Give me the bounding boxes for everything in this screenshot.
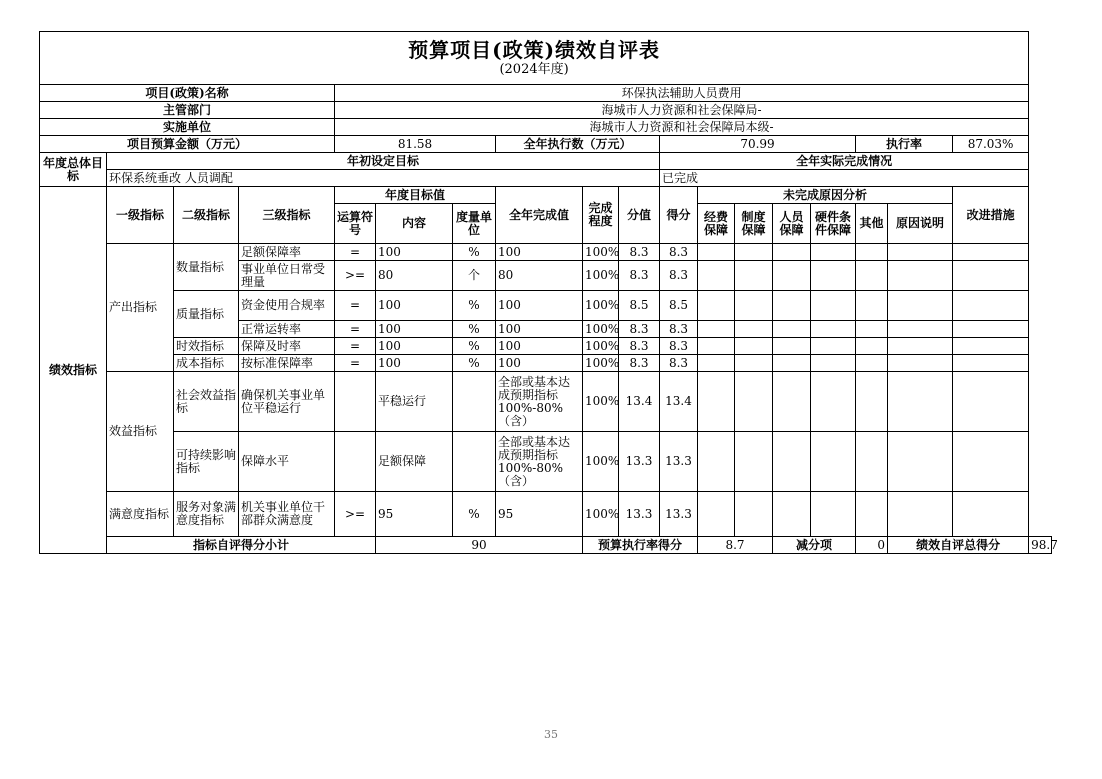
row-content: 100	[376, 355, 453, 372]
empty-cell	[888, 372, 953, 432]
empty-cell	[856, 291, 888, 321]
empty-cell	[953, 432, 1029, 492]
empty-cell	[888, 355, 953, 372]
row-completion: 100%	[583, 244, 619, 261]
empty-cell	[735, 261, 773, 291]
deduction-value: 0	[856, 537, 888, 554]
row-content: 100	[376, 244, 453, 261]
row-weight: 8.3	[619, 244, 660, 261]
budget-score-label: 预算执行率得分	[583, 537, 698, 554]
row-unit: 个	[453, 261, 496, 291]
level1-output: 产出指标	[107, 244, 174, 372]
table-row	[40, 355, 1052, 372]
row-weight: 8.3	[619, 321, 660, 338]
initial-goal-text: 环保系统垂改 人员调配	[107, 170, 660, 187]
row-content: 80	[376, 261, 453, 291]
row-level3: 按标准保障率	[239, 355, 335, 372]
row-weight: 8.3	[619, 355, 660, 372]
funding-header: 经费保障	[698, 204, 735, 244]
unmet-analysis-header: 未完成原因分析	[698, 187, 953, 204]
row-level3: 足额保障率	[239, 244, 335, 261]
empty-cell	[773, 492, 811, 537]
row-unit: %	[453, 492, 496, 537]
row-completion: 100%	[583, 432, 619, 492]
empty-cell	[698, 432, 735, 492]
table-row	[40, 492, 1052, 537]
row-annual-value: 80	[496, 261, 583, 291]
empty-cell	[735, 338, 773, 355]
executed-value: 70.99	[660, 136, 856, 153]
subtotal-label: 指标自评得分小计	[107, 537, 376, 554]
row-completion: 100%	[583, 261, 619, 291]
row-completion: 100%	[583, 291, 619, 321]
project-name: 环保执法辅助人员费用	[335, 85, 1029, 102]
empty-cell	[856, 244, 888, 261]
empty-cell	[735, 355, 773, 372]
row-weight: 13.3	[619, 432, 660, 492]
empty-cell	[811, 321, 856, 338]
page-subtitle: (2024年度)	[499, 62, 569, 77]
empty-cell	[698, 372, 735, 432]
row-completion: 100%	[583, 338, 619, 355]
empty-cell	[735, 372, 773, 432]
table-row	[40, 372, 1052, 432]
row-level3: 机关事业单位干部群众满意度	[239, 492, 335, 537]
empty-cell	[856, 261, 888, 291]
level1-header: 一级指标	[107, 187, 174, 244]
row-content: 100	[376, 321, 453, 338]
performance-table	[39, 31, 1058, 554]
empty-cell	[953, 261, 1029, 291]
row-operator: >=	[335, 261, 376, 291]
department: 海城市人力资源和社会保障局-	[335, 102, 1029, 119]
rate-value: 87.03%	[953, 136, 1029, 153]
department-label: 主管部门	[40, 102, 335, 119]
annual-target-header: 年度目标值	[335, 187, 496, 204]
project-name-label: 项目(政策)名称	[40, 85, 335, 102]
title-cell	[40, 32, 1029, 85]
indicator-section-label: 绩效指标	[40, 187, 107, 554]
level2-timeliness: 时效指标	[174, 338, 239, 355]
row-content: 平稳运行	[376, 372, 453, 432]
executed-label: 全年执行数（万元）	[496, 136, 660, 153]
empty-cell	[856, 321, 888, 338]
empty-cell	[953, 338, 1029, 355]
row-completion: 100%	[583, 355, 619, 372]
footer-row	[40, 537, 1052, 554]
reason-header: 原因说明	[888, 204, 953, 244]
table-row	[40, 291, 1052, 321]
row-annual-value: 100	[496, 321, 583, 338]
level3-header: 三级指标	[239, 187, 335, 244]
completion-header: 完成程度	[583, 187, 619, 244]
empty-cell	[953, 355, 1029, 372]
empty-cell	[698, 261, 735, 291]
annual-value-header: 全年完成值	[496, 187, 583, 244]
empty-cell	[735, 432, 773, 492]
level2-quality: 质量指标	[174, 291, 239, 338]
row-weight: 13.3	[619, 492, 660, 537]
empty-cell	[811, 372, 856, 432]
row-operator	[335, 432, 376, 492]
total-score-label: 绩效自评总得分	[888, 537, 1029, 554]
empty-cell	[856, 372, 888, 432]
other-header: 其他	[856, 204, 888, 244]
improvement-header: 改进措施	[953, 187, 1029, 244]
empty-cell	[888, 291, 953, 321]
empty-cell	[888, 261, 953, 291]
empty-cell	[953, 321, 1029, 338]
page-title: 预算项目(政策)绩效自评表	[408, 38, 661, 62]
empty-cell	[773, 291, 811, 321]
row-annual-value: 全部或基本达成预期指标100%-80%（含）	[496, 372, 583, 432]
budget-label: 项目预算金额（万元）	[40, 136, 335, 153]
system-header: 制度保障	[735, 204, 773, 244]
row-operator: =	[335, 355, 376, 372]
row-completion: 100%	[583, 321, 619, 338]
empty-cell	[888, 321, 953, 338]
empty-cell	[888, 432, 953, 492]
empty-cell	[888, 338, 953, 355]
empty-cell	[811, 244, 856, 261]
empty-cell	[888, 244, 953, 261]
empty-cell	[953, 372, 1029, 432]
actual-goal-text: 已完成	[660, 170, 1029, 187]
empty-cell	[773, 355, 811, 372]
empty-cell	[888, 492, 953, 537]
level1-benefit: 效益指标	[107, 372, 174, 492]
row-operator	[335, 372, 376, 432]
empty-cell	[698, 355, 735, 372]
staff-header: 人员保障	[773, 204, 811, 244]
weight-header: 分值	[619, 187, 660, 244]
row-operator: =	[335, 291, 376, 321]
row-annual-value: 100	[496, 338, 583, 355]
row-unit: %	[453, 321, 496, 338]
empty-cell	[811, 261, 856, 291]
empty-cell	[698, 492, 735, 537]
content-header: 内容	[376, 204, 453, 244]
row-level3: 事业单位日常受理量	[239, 261, 335, 291]
empty-cell	[953, 244, 1029, 261]
row-annual-value: 95	[496, 492, 583, 537]
row-weight: 13.4	[619, 372, 660, 432]
row-level3: 资金使用合规率	[239, 291, 335, 321]
row-score: 13.3	[660, 492, 698, 537]
operator-header: 运算符号	[335, 204, 376, 244]
row-unit: %	[453, 338, 496, 355]
empty-cell	[856, 492, 888, 537]
row-operator: =	[335, 338, 376, 355]
empty-cell	[698, 338, 735, 355]
empty-cell	[698, 321, 735, 338]
row-operator: =	[335, 244, 376, 261]
level2-cost: 成本指标	[174, 355, 239, 372]
table-row	[40, 338, 1052, 355]
unit-header: 度量单位	[453, 204, 496, 244]
row-score: 8.3	[660, 355, 698, 372]
row-unit	[453, 432, 496, 492]
empty-cell	[773, 321, 811, 338]
level2-quantity: 数量指标	[174, 244, 239, 291]
empty-cell	[773, 372, 811, 432]
actual-goal-label: 全年实际完成情况	[660, 153, 1029, 170]
row-score: 8.3	[660, 338, 698, 355]
row-completion: 100%	[583, 372, 619, 432]
row-score: 8.3	[660, 321, 698, 338]
unit-label: 实施单位	[40, 119, 335, 136]
row-score: 13.3	[660, 432, 698, 492]
row-score: 13.4	[660, 372, 698, 432]
empty-cell	[811, 338, 856, 355]
table-row	[40, 432, 1052, 492]
row-weight: 8.3	[619, 338, 660, 355]
row-score: 8.5	[660, 291, 698, 321]
empty-cell	[698, 291, 735, 321]
subtotal-value: 90	[376, 537, 583, 554]
empty-cell	[773, 432, 811, 492]
annual-goal-label: 年度总体目标	[40, 153, 107, 187]
row-level3: 保障及时率	[239, 338, 335, 355]
budget-score-value: 8.7	[698, 537, 773, 554]
empty-cell	[953, 291, 1029, 321]
rate-label: 执行率	[856, 136, 953, 153]
level2-service: 服务对象满意度指标	[174, 492, 239, 537]
row-level3: 确保机关事业单位平稳运行	[239, 372, 335, 432]
empty-cell	[856, 432, 888, 492]
empty-cell	[811, 291, 856, 321]
level2-sustainable: 可持续影响指标	[174, 432, 239, 492]
row-content: 100	[376, 338, 453, 355]
page-number: 35	[544, 728, 558, 741]
row-weight: 8.3	[619, 261, 660, 291]
empty-cell	[811, 355, 856, 372]
empty-cell	[773, 338, 811, 355]
row-level3: 保障水平	[239, 432, 335, 492]
empty-cell	[773, 261, 811, 291]
row-content: 足额保障	[376, 432, 453, 492]
row-unit	[453, 372, 496, 432]
score-header: 得分	[660, 187, 698, 244]
row-annual-value: 100	[496, 355, 583, 372]
row-annual-value: 全部或基本达成预期指标100%-80%（含）	[496, 432, 583, 492]
budget-value: 81.58	[335, 136, 496, 153]
row-score: 8.3	[660, 261, 698, 291]
level2-social: 社会效益指标	[174, 372, 239, 432]
total-score-value: 98.7	[1029, 537, 1052, 554]
empty-cell	[773, 244, 811, 261]
row-content: 95	[376, 492, 453, 537]
row-content: 100	[376, 291, 453, 321]
empty-cell	[735, 291, 773, 321]
empty-cell	[735, 244, 773, 261]
empty-cell	[698, 244, 735, 261]
row-operator: =	[335, 321, 376, 338]
row-operator: >=	[335, 492, 376, 537]
row-completion: 100%	[583, 492, 619, 537]
empty-cell	[953, 492, 1029, 537]
row-unit: %	[453, 355, 496, 372]
level2-header: 二级指标	[174, 187, 239, 244]
row-annual-value: 100	[496, 244, 583, 261]
row-level3: 正常运转率	[239, 321, 335, 338]
empty-cell	[735, 492, 773, 537]
row-score: 8.3	[660, 244, 698, 261]
hardware-header: 硬件条件保障	[811, 204, 856, 244]
table-row	[40, 244, 1052, 261]
empty-cell	[856, 355, 888, 372]
unit: 海城市人力资源和社会保障局本级-	[335, 119, 1029, 136]
row-unit: %	[453, 291, 496, 321]
deduction-label: 减分项	[773, 537, 856, 554]
empty-cell	[735, 321, 773, 338]
row-unit: %	[453, 244, 496, 261]
empty-cell	[811, 492, 856, 537]
level1-satisfaction: 满意度指标	[107, 492, 174, 537]
empty-cell	[856, 338, 888, 355]
row-annual-value: 100	[496, 291, 583, 321]
empty-cell	[811, 432, 856, 492]
initial-goal-label: 年初设定目标	[107, 153, 660, 170]
row-weight: 8.5	[619, 291, 660, 321]
